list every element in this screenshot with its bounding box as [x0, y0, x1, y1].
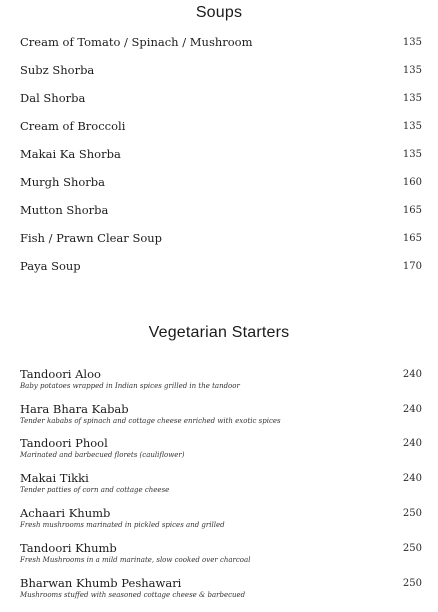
item-price: 135 [402, 37, 422, 48]
item-name: Makai Ka Shorba [20, 147, 121, 161]
item-name: Fish / Prawn Clear Soup [20, 231, 163, 245]
section-title-vegetarian-starters: Vegetarian Starters [148, 324, 290, 341]
item-price: 170 [402, 261, 422, 272]
item-name: Dal Shorba [20, 91, 86, 105]
item-description: Tender patties of corn and cottage cheese [20, 486, 170, 494]
item-price: 135 [402, 65, 422, 76]
item-description: Fresh Mushrooms in a mild marinate, slow cooked over charcoal [20, 556, 251, 564]
item-price: 240 [402, 369, 422, 380]
item-price: 250 [402, 543, 422, 554]
item-description: Marinated and barbecued florets (cauliflower) [20, 451, 185, 459]
item-price: 165 [402, 205, 422, 216]
item-description: Mushrooms stuffed with seasoned cottage cheese & barbecued [20, 591, 246, 599]
item-name: Bharwan Khumb Peshawari [20, 576, 182, 590]
item-price: 250 [402, 508, 422, 519]
item-price: 135 [402, 149, 422, 160]
item-name: Cream of Tomato / Spinach / Mushroom [20, 35, 253, 49]
item-name: Achaari Khumb [20, 506, 111, 520]
item-description: Fresh mushrooms marinated in pickled spices and grilled [20, 521, 225, 529]
item-price: 135 [402, 93, 422, 104]
item-name: Hara Bhara Kabab [20, 402, 129, 416]
item-name: Mutton Shorba [20, 203, 109, 217]
item-name: Tandoori Khumb [20, 541, 117, 555]
item-name: Subz Shorba [20, 63, 95, 77]
item-description: Baby potatoes wrapped in Indian spices grilled in the tandoor [20, 382, 240, 390]
item-price: 240 [402, 473, 422, 484]
item-name: Murgh Shorba [20, 175, 106, 189]
item-name: Paya Soup [20, 259, 81, 273]
section-title-soups: Soups [195, 4, 243, 21]
item-name: Makai Tikki [20, 471, 89, 485]
item-price: 160 [402, 177, 422, 188]
item-name: Tandoori Aloo [20, 367, 101, 381]
item-price: 135 [402, 121, 422, 132]
item-description: Tender kababs of spinach and cottage cheese enriched with exotic spices [20, 417, 281, 425]
item-name: Cream of Broccoli [20, 119, 126, 133]
item-price: 165 [402, 233, 422, 244]
item-price: 250 [402, 578, 422, 589]
item-price: 240 [402, 438, 422, 449]
item-name: Tandoori Phool [20, 436, 108, 450]
item-price: 240 [402, 404, 422, 415]
